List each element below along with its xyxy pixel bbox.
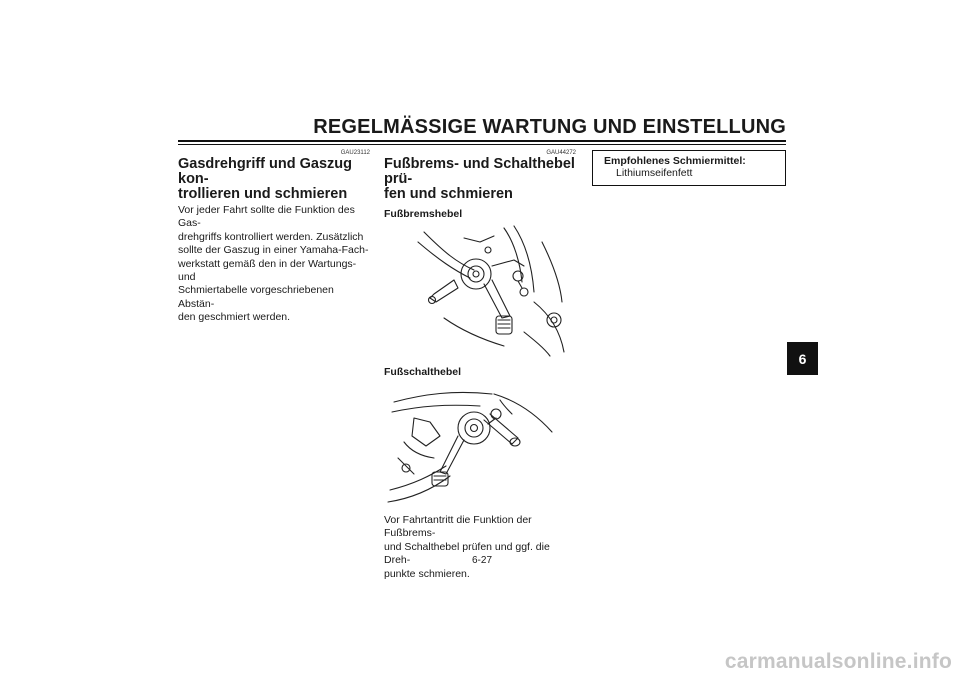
note-value: Lithiumseifenfett (616, 167, 693, 179)
chapter-tab: 6 (787, 342, 818, 375)
shift-pedal-illustration (384, 380, 576, 508)
body-line: Vor Fahrtantritt die Funktion der Fußbrems- (384, 514, 532, 540)
section-title-line: trollieren und schmieren (178, 186, 348, 202)
section-body (384, 514, 576, 581)
body-line: den geschmiert werden. (178, 311, 291, 324)
section-code: GAU44272 (546, 150, 576, 156)
page-header: REGELMÄSSIGE WARTUNG UND EINSTELLUNG (313, 116, 786, 138)
note-label: Empfohlenes Schmiermittel: (604, 155, 746, 167)
section-title-line: fen und schmieren (384, 186, 513, 202)
body-line: drehgriffs kontrolliert werden. Zusätzlich (178, 230, 364, 243)
section-title-line: Gasdrehgriff und Gaszug kon- (178, 156, 353, 187)
brake-pedal-label: Fußbremshebel (384, 208, 463, 220)
brake-pedal-illustration (384, 222, 576, 360)
shift-pedal-label: Fußschalthebel (384, 366, 462, 378)
header-rule (178, 140, 786, 145)
section-throttle (178, 150, 370, 325)
body-line: werkstatt gemäß den in der Wartungs- und (178, 257, 357, 284)
body-line: Schmiertabelle vorgeschriebenen Abstän- (178, 284, 334, 310)
section-body (178, 204, 370, 325)
section-pedals (384, 150, 576, 581)
section-code: GAU23112 (340, 150, 370, 156)
section-title-line: Fußbrems- und Schalthebel prü- (384, 156, 575, 187)
section-title (384, 157, 576, 202)
body-line: punkte schmieren. (384, 567, 470, 580)
body-line: sollte der Gaszug in einer Yamaha-Fach- (178, 244, 369, 257)
body-line: und Schalthebel prüfen und ggf. die Dreh- (384, 540, 550, 567)
page-number: 6-27 (471, 555, 492, 566)
section-title (178, 157, 370, 202)
body-line: Vor jeder Fahrt sollte die Funktion des Gas- (178, 204, 355, 230)
watermark: carmanualsonline.info (724, 650, 952, 673)
lubricant-note-box (592, 150, 786, 186)
